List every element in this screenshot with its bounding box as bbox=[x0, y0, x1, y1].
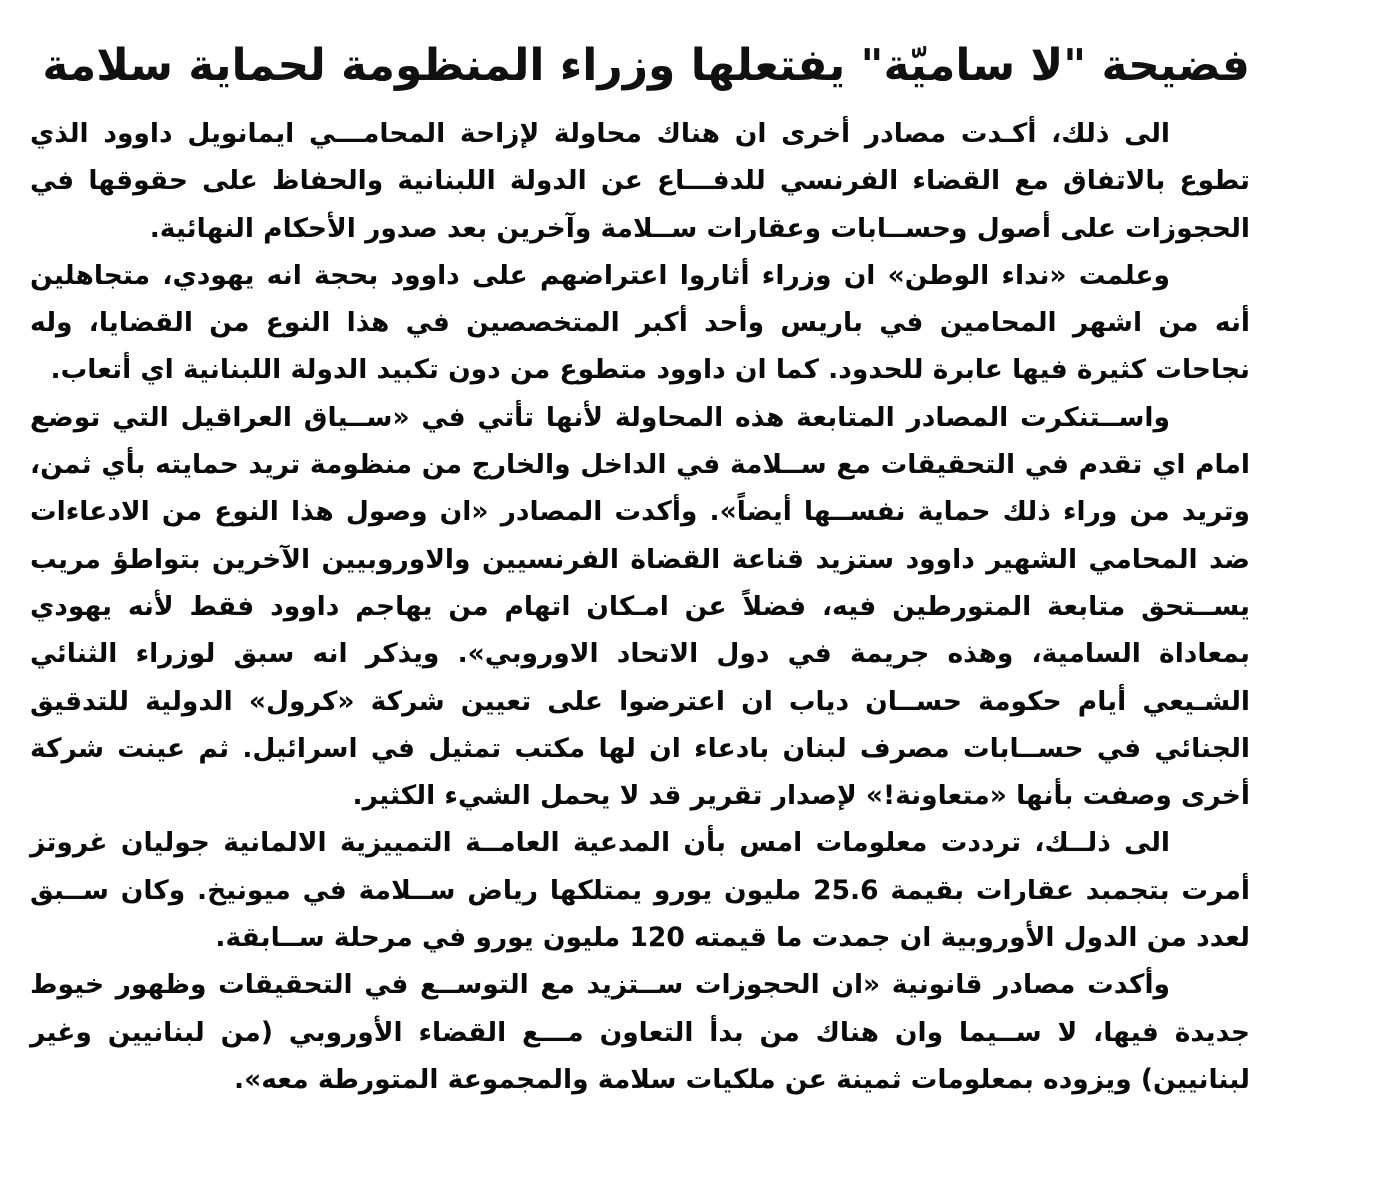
paragraph: وأكدت مصادر قانونية «ان الحجوزات ســتزيد مع التوســع في التحقيقات وظهور خيوط جديدة فيها، لا ســيما وان هناك من بدأ التعاون مـــع القضاء الأوروبي (من لبنانيين وغير لبنانيين) ويزوده بمعلومات ثمينة عن ملكيات سلامة والمجموعة المتورطة معه». bbox=[30, 969, 1250, 1095]
paragraph: وعلمت «نداء الوطن» ان وزراء أثاروا اعتراضهم على داوود بحجة انه يهودي، متجاهلين أنه من اشهر المحامين في باريس وأحد أكبر المتخصصين في هذا النوع من القضايا، وله نجاحات كثيرة فيها عابرة للحدود. كما ان داوود متطوع من دون تكبيد الدولة اللبنانية اي أتعاب. bbox=[30, 259, 1250, 386]
newspaper-clipping bbox=[30, 30, 1250, 1103]
article-body bbox=[30, 110, 1250, 1103]
headline: فضيحة "لا ساميّة" يفتعلها وزراء المنظومة لحماية سلامة bbox=[42, 40, 1250, 91]
paragraph: واســتنكرت المصادر المتابعة هذه المحاولة لأنها تأتي في «ســياق العراقيل التي توضع امام اي تقدم في التحقيقات مع ســلامة في الداخل والخارج من منظومة تريد حمايته بأي ثمن، وتريد من وراء ذلك حماية نفســها أيضاً». وأكدت المصادر «ان وصول هذا النوع من الادعاءات ضد المحامي الشهير داوود ستزيد قناعة القضاة الفرنسيين والاوروبيين الآخرين بتواطؤ مريب يســتحق متابعة المتورطين فيه، فضلاً عن امـكان اتهام من يهاجم داوود فقط لأنه يهودي بمعاداة السامية، وهذه جريمة في دول الاتحاد الاوروبي». ويذكر انه سبق لوزراء الثنائي الشـيعي أيام حكومة حســان دياب ان اعترضوا على تعيين شركة «كرول» الدولية للتدقيق الجنائي في حســابات مصرف لبنان بادعاء ان لها مكتب تمثيل في اسرائيل. ثم عينت شركة أخرى وصفت بأنها «متعاونة!» لإصدار تقرير قد لا يحمل الشيء الكثير. bbox=[30, 401, 1250, 812]
paragraph: الى ذلك، أكـدت مصادر أخرى ان هناك محاولة لإزاحة المحامـــي ايمانويل داوود الذي تطوع بالاتفاق مع القضاء الفرنسي للدفـــاع عن الدولة اللبنانية والحفاظ على حقوقها في الحجوزات على أصول وحســابات وعقارات ســلامة وآخرين بعد صدور الأحكام النهائية. bbox=[30, 118, 1250, 244]
paragraph: الى ذلــك، ترددت معلومات امس بأن المدعية العامــة التمييزية الالمانية جوليان غروتز أمرت بتجمبد عقارات بقيمة 25.6 مليون يورو يمتلكها رياض ســلامة في ميونيخ. وكان ســبق لعدد من الدول الأوروبية ان جمدت ما قيمته 120 مليون يورو في مرحلة ســابقة. bbox=[30, 827, 1250, 954]
